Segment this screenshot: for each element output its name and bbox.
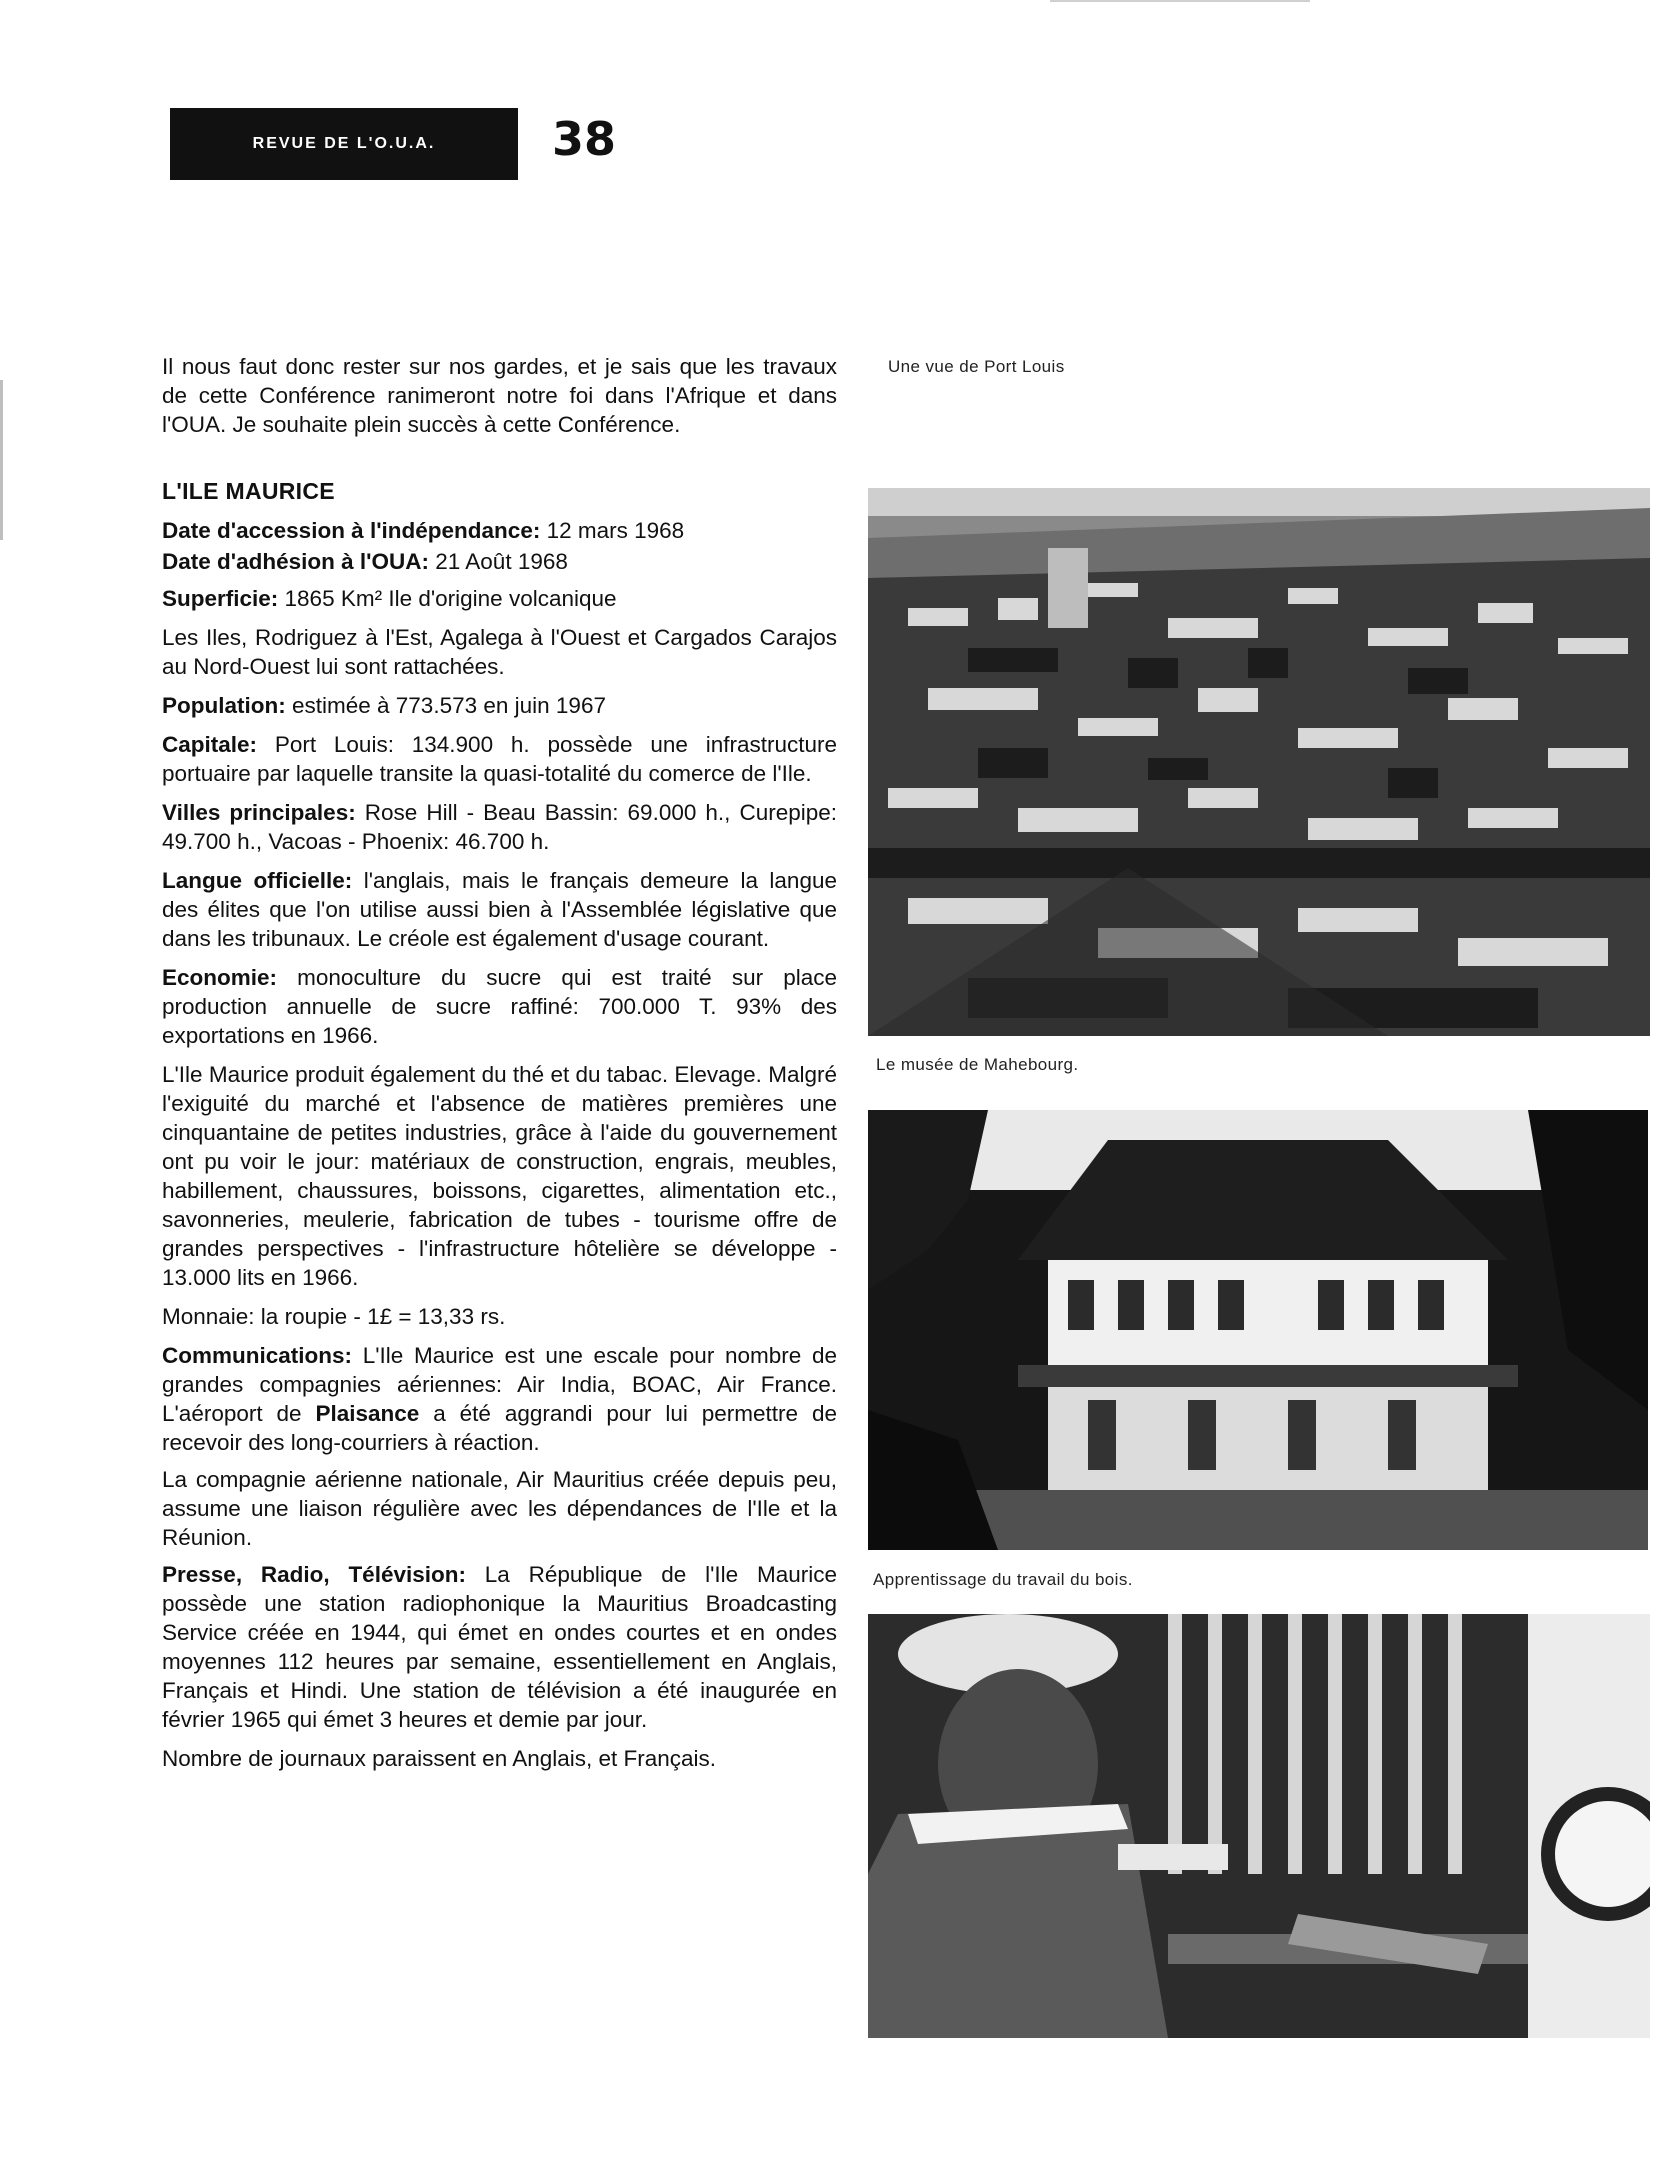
article-column: [162, 352, 837, 1783]
economie-value: monoculture du sucre qui est traité sur place production annuelle de sucre raffiné: 700.000 T. 93% des exportations en 1966.: [162, 965, 837, 1048]
presse-paragraph: [162, 1560, 837, 1734]
communications-label: Communications:: [162, 1343, 353, 1368]
scan-top-mark: [1050, 0, 1310, 2]
capitale-paragraph: [162, 730, 837, 788]
intro-paragraph: Il nous faut donc rester sur nos gardes, et je sais que les travaux de cette Conférence ranimeront notre foi dans l'Afrique et dans l'OUA. Je souhaite plein succès à cette Conférence.: [162, 354, 837, 437]
langue-value: l'anglais, mais le français demeure la langue des élites que l'on utilise aussi bien à l'Assemblée législative que dans les tribunaux. Le créole est également d'usage courant.: [162, 868, 837, 951]
independence-line: [162, 516, 837, 545]
caption-musee: Le musée de Mahebourg.: [876, 1055, 1079, 1074]
port-louis-illustration: [868, 488, 1650, 1036]
economie-paragraph: [162, 963, 837, 1050]
photo-port-louis: [868, 488, 1650, 1036]
oua-label: Date d'adhésion à l'OUA:: [162, 549, 429, 574]
presse-value: La République de l'Ile Maurice possède une station radiophonique la Mauritius Broadcasting Service créée en 1944, qui émet en ondes courtes et en ondes moyennes 112 heures par semaine, essentiellement en Anglais, Français et Hindi. Une station de télévision a été inaugurée en février 1965 qui émet 3 heures et demie par jour.: [162, 1562, 838, 1732]
communications-paragraph: [162, 1341, 837, 1457]
caption-port-louis: Une vue de Port Louis: [888, 357, 1065, 376]
villes-label: Villes principales:: [162, 800, 356, 825]
communications-value-a: L'Ile Maurice est une escale pour nombre de grandes compagnies aériennes: Air India, BOAC, Air France. L'aéroport de: [162, 1343, 837, 1426]
section-title: L'ILE MAURICE: [162, 478, 335, 504]
langue-label: Langue officielle:: [162, 868, 353, 893]
photo-musee: [868, 1110, 1648, 1550]
revue-label: REVUE DE L'O.U.A.: [252, 135, 436, 152]
population-label: Population:: [162, 693, 286, 718]
presse-label: Presse, Radio, Télévision:: [162, 1562, 466, 1587]
oua-value: 21 Août 1968: [429, 549, 568, 574]
communications-value-b: a été aggrandi pour lui permettre de recevoir des long-courriers à réaction.: [162, 1401, 837, 1455]
capitale-label: Capitale:: [162, 732, 258, 757]
independence-value: 12 mars 1968: [540, 518, 685, 543]
photo-apprentissage: [868, 1614, 1650, 2038]
superficie-line: [162, 584, 837, 613]
superficie-value: 1865 Km² Ile d'origine volcanique: [278, 586, 617, 611]
langue-paragraph: [162, 866, 837, 953]
production-paragraph: L'Ile Maurice produit également du thé et du tabac. Elevage. Malgré l'exiguité du marché et l'absence de matières premières une cinquantaine de petites industries, grâce à l'aide du gouvernement ont pu voir le jour: matériaux de construction, engrais, meubles, habillement, chaussures, boissons, cigarettes, alimentation etc., savonneries, meulerie, fabrication de tubes - tourisme offre de grandes perspectives - l'infrastructure hôtelière se développe - 13.000 lits en 1966.: [162, 1062, 837, 1290]
population-value: estimée à 773.573 en juin 1967: [285, 693, 606, 718]
economie-label: Economie:: [162, 965, 278, 990]
journaux-line: Nombre de journaux paraissent en Anglais, et Français.: [162, 1746, 717, 1771]
monnaie-line: Monnaie: la roupie - 1£ = 13,33 rs.: [162, 1304, 506, 1329]
superficie-label: Superficie:: [162, 586, 279, 611]
header-bar: [170, 108, 518, 180]
population-line: [162, 691, 837, 720]
scan-edge-mark: [0, 380, 3, 540]
musee-illustration: [868, 1110, 1648, 1550]
iles-paragraph: Les Iles, Rodriguez à l'Est, Agalega à l'Ouest et Cargados Carajos au Nord-Ouest lui sont rattachées.: [162, 625, 837, 679]
plaisance-bold: Plaisance: [315, 1401, 420, 1426]
oua-line: [162, 547, 837, 576]
apprentissage-illustration: [868, 1614, 1650, 2038]
page-number: 38: [552, 112, 617, 166]
air-mauritius-paragraph: La compagnie aérienne nationale, Air Mauritius créée depuis peu, assume une liaison régulière avec les dépendances de l'Ile et la Réunion.: [162, 1467, 837, 1550]
independence-label: Date d'accession à l'indépendance:: [162, 518, 541, 543]
villes-value: Rose Hill - Beau Bassin: 69.000 h., Curepipe: 49.700 h., Vacoas - Phoenix: 46.700 h.: [162, 800, 838, 854]
villes-paragraph: [162, 798, 837, 856]
caption-apprentissage: Apprentissage du travail du bois.: [873, 1570, 1133, 1589]
capitale-value: Port Louis: 134.900 h. possède une infrastructure portuaire par laquelle transite la quasi-totalité du comerce de l'Ile.: [162, 732, 837, 786]
